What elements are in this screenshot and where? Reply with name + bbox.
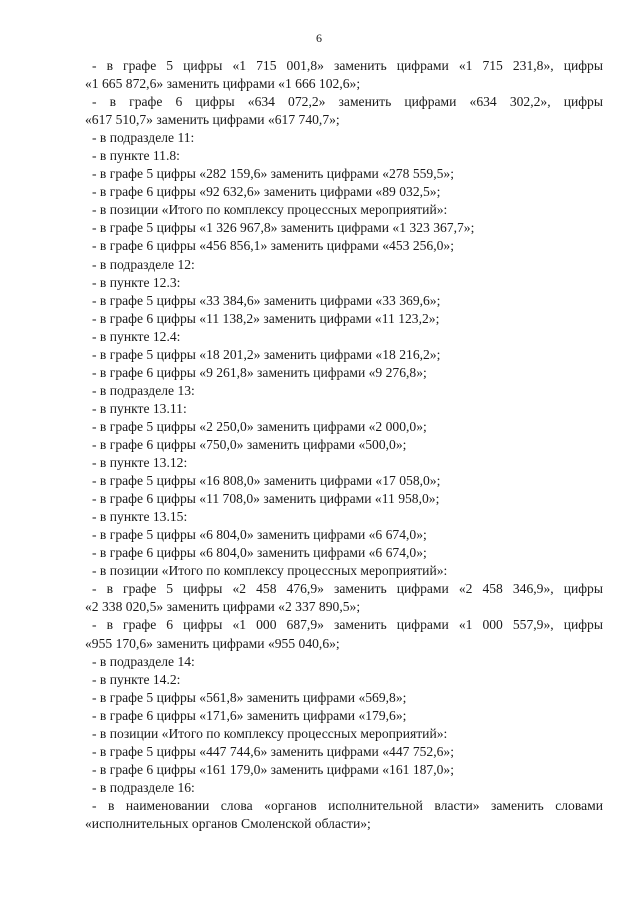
text-line: - в графе 6 цифры «750,0» заменить цифрами «500,0»; [92,436,407,452]
text-line: «исполнительных органов Смоленской области»; [85,815,371,831]
text-line: - в пункте 13.15: [92,509,188,525]
text-line: - в пункте 13.12: [92,455,188,471]
text-line: - в графе 6 цифры «92 632,6» заменить цифрами «89 032,5»; [92,184,441,200]
text-line: - в подразделе 12: [92,256,195,272]
text-line: - в подразделе 16: [92,779,195,795]
text-line: - в пункте 14.2: [92,671,181,687]
text-line: - в позиции «Итого по комплексу процессных мероприятий»: [92,725,448,741]
text-line: - в пункте 12.4: [92,328,181,344]
text-line: - в графе 5 цифры «1 326 967,8» заменить цифрами «1 323 367,7»; [92,220,475,236]
text-line: - в графе 6 цифры «6 804,0» заменить цифрами «6 674,0»; [92,545,427,561]
text-line: - в графе 5 цифры «33 384,6» заменить цифрами «33 369,6»; [92,292,441,308]
text-line: - в графе 6 цифры «456 856,1» заменить цифрами «453 256,0»; [92,238,454,254]
text-line: - в графе 6 цифры «634 072,2» заменить цифрами «634 302,2», цифры [92,94,603,110]
text-line: - в графе 5 цифры «6 804,0» заменить цифрами «6 674,0»; [92,527,427,543]
text-line: «1 665 872,6» заменить цифрами «1 666 102,6»; [85,76,361,92]
text-line: «955 170,6» заменить цифрами «955 040,6»; [85,635,340,651]
text-line: - в пункте 13.11: [92,400,187,416]
text-line: - в графе 5 цифры «1 715 001,8» заменить цифрами «1 715 231,8», цифры [92,58,603,73]
text-line: - в подразделе 11: [92,130,195,146]
text-line: «2 338 020,5» заменить цифрами «2 337 890,5»; [85,599,361,615]
text-line: - в графе 5 цифры «2 458 476,9» заменить цифрами «2 458 346,9», цифры [92,581,603,597]
text-line: - в подразделе 14: [92,653,195,669]
text-line: - в графе 6 цифры «9 261,8» заменить цифрами «9 276,8»; [92,364,427,380]
text-line: «617 510,7» заменить цифрами «617 740,7»; [85,112,340,128]
text-line: - в графе 6 цифры «11 138,2» заменить цифрами «11 123,2»; [92,310,440,326]
text-line: - в графе 5 цифры «2 250,0» заменить цифрами «2 000,0»; [92,418,427,434]
text-line: - в наименовании слова «органов исполнительной власти» заменить словами [92,797,603,813]
text-line: - в графе 5 цифры «16 808,0» заменить цифрами «17 058,0»; [92,473,441,489]
text-line: - в графе 5 цифры «18 201,2» заменить цифрами «18 216,2»; [92,346,441,362]
text-line: - в подразделе 13: [92,382,195,398]
text-line: - в позиции «Итого по комплексу процессных мероприятий»: [92,563,448,579]
text-line: - в графе 5 цифры «447 744,6» заменить цифрами «447 752,6»; [92,743,454,759]
text-line: - в графе 6 цифры «171,6» заменить цифрами «179,6»; [92,707,407,723]
text-line: - в позиции «Итого по комплексу процессных мероприятий»: [92,202,448,218]
text-line: - в графе 6 цифры «1 000 687,9» заменить цифрами «1 000 557,9», цифры [92,617,603,633]
text-line: - в графе 5 цифры «282 159,6» заменить цифрами «278 559,5»; [92,166,454,182]
text-line: - в графе 6 цифры «161 179,0» заменить цифрами «161 187,0»; [92,761,454,777]
text-line: - в графе 6 цифры «11 708,0» заменить цифрами «11 958,0»; [92,491,440,507]
text-line: - в графе 5 цифры «561,8» заменить цифрами «569,8»; [92,689,407,705]
text-line: - в пункте 12.3: [92,274,181,290]
page-number: 6 [316,31,322,45]
text-line: - в пункте 11.8: [92,148,180,164]
document-body [85,57,603,833]
